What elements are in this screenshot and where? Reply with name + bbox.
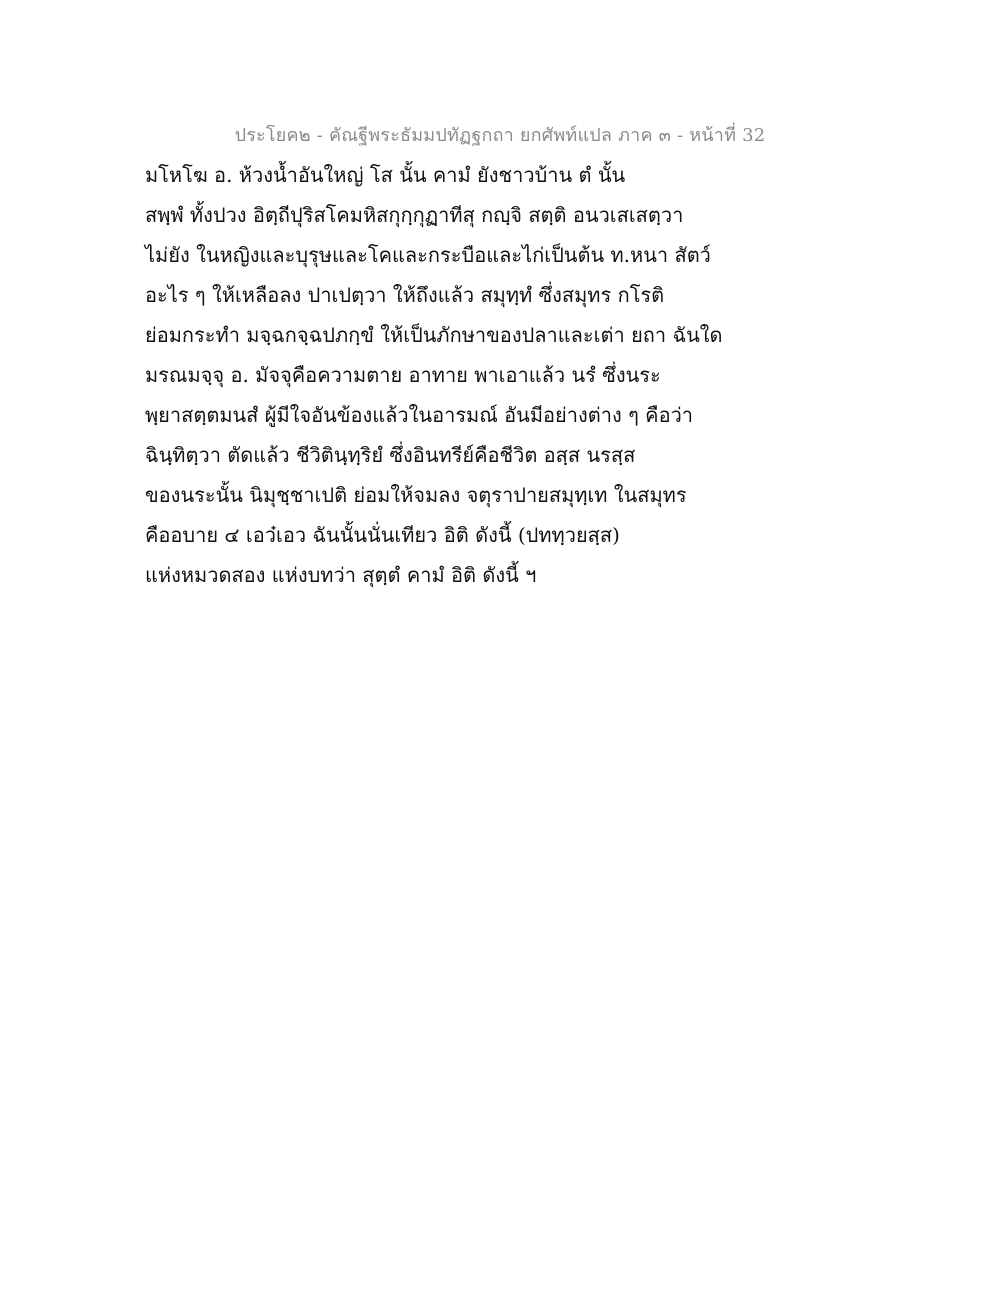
- text-line: แห่งหมวดสอง แห่งบทว่า สุตฺตํ คามํ อิติ ดังนี้ ฯ: [145, 563, 537, 587]
- text-line: อะไร ๆ ให้เหลือลง ปาเปตฺวา ให้ถึงแล้ว สมุทฺทํ ซึ่งสมุทร กโรติ: [145, 283, 665, 307]
- page-header: [0, 120, 1000, 149]
- header-text: ประโยค๒ - คัณฐีพระธัมมปทัฏฐกถา ยกศัพท์แปล ภาค ๓ - หน้าที่ 32: [234, 125, 766, 146]
- text-line: พฺยาสตฺตมนสํ ผู้มีใจอันข้องแล้วในอารมณ์ อันมีอย่างต่าง ๆ คือว่า: [145, 403, 694, 427]
- text-line: ของนระนั้น นิมุชฺชาเปติ ย่อมให้จมลง จตุราปายสมุทฺเท ในสมุทร: [145, 483, 687, 507]
- text-line: สพฺพํ ทั้งปวง อิตฺถีปุริสโคมหิสกุกฺกุฏาทีสุ กญฺจิ สตฺติ อนวเสเสตฺวา: [145, 203, 684, 227]
- text-line: ย่อมกระทำ มจฺฉกจฺฉปภกฺขํ ให้เป็นภักษาของปลาและเต่า ยถา ฉันใด: [145, 323, 723, 347]
- text-line: คืออบาย ๔ เอว๋เอว ฉันนั้นนั่นเทียว อิติ ดังนี้ (ปททฺวยสฺส): [145, 523, 620, 547]
- text-line: ไม่ยัง ในหญิงและบุรุษและโคและกระบือและไก่เป็นต้น ท.หนา สัตว์: [145, 243, 711, 267]
- body-paragraph: [145, 155, 865, 595]
- text-line: มโหโฆ อ. ห้วงน้ำอันใหญ่ โส นั้น คามํ ยังชาวบ้าน ตํ นั้น: [145, 163, 626, 187]
- text-line: มรณมจฺจุ อ. มัจจุคือความตาย อาทาย พาเอาแล้ว นรํ ซึ่งนระ: [145, 363, 661, 387]
- text-line: ฉินฺทิตฺวา ตัดแล้ว ชีวิตินฺทฺริยํ ซึ่งอินทรีย์คือชีวิต อสฺส นรสฺส: [145, 443, 636, 467]
